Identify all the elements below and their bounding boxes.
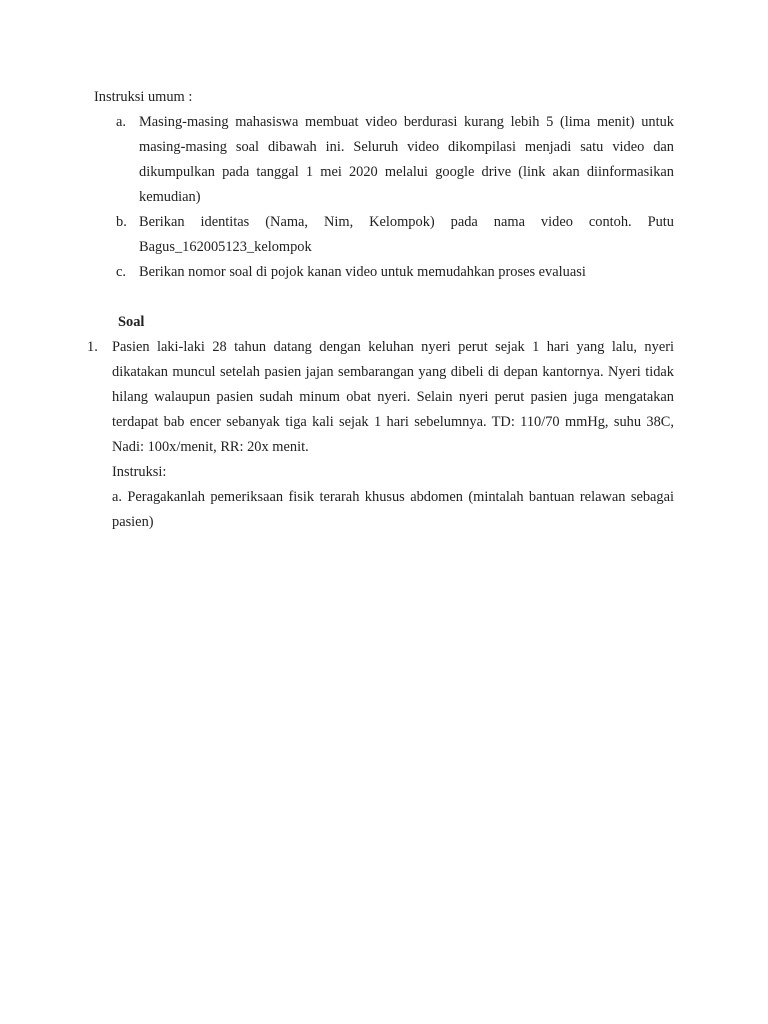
general-instructions-heading: Instruksi umum :	[94, 89, 193, 105]
question-text: Pasien laki-laki 28 tahun datang dengan keluhan nyeri perut sejak 1 hari yang lalu, nyeri dikatakan muncul setelah pasien jajan sembarangan yang dibeli di depan kantornya. Nyeri tidak hilang walaupun pasien sudah minum obat nyeri. Selain nyeri perut pasien juga mengatakan terdapat bab encer sebanyak tiga kali sejak 1 hari sebelumnya. TD: 110/70 mmHg, suhu 38C, Nadi: 100x/menit, RR: 20x menit.	[112, 339, 674, 455]
instruction-item-a	[94, 110, 674, 210]
question-instruction-item: a. Peragakanlah pemeriksaan fisik terarah khusus abdomen (mintalah bantuan relawan sebagai pasien)	[112, 489, 674, 530]
general-instructions-list	[94, 110, 674, 285]
list-marker: b.	[116, 214, 127, 230]
instruction-text: Masing-masing mahasiswa membuat video berdurasi kurang lebih 5 (lima menit) untuk masing-masing soal dibawah ini. Seluruh video dikompilasi menjadi satu video dan dikumpulkan pada tanggal 1 mei 2020 melalui google drive (link akan diinformasikan kemudian)	[139, 114, 674, 205]
question-number: 1.	[87, 339, 98, 355]
question-body	[112, 335, 674, 535]
instruction-text: Berikan nomor soal di pojok kanan video untuk memudahkan proses evaluasi	[139, 264, 586, 280]
instruction-item-b	[94, 210, 674, 260]
question-instruction-label: Instruksi:	[112, 464, 167, 480]
question-item-1	[87, 335, 674, 535]
soal-heading: Soal	[118, 314, 145, 330]
instruction-text: Berikan identitas (Nama, Nim, Kelompok) pada nama video contoh. Putu Bagus_162005123_kelompok	[139, 214, 674, 255]
instruction-item-c	[94, 260, 674, 285]
list-marker: a.	[116, 114, 126, 130]
list-marker: c.	[116, 264, 126, 280]
